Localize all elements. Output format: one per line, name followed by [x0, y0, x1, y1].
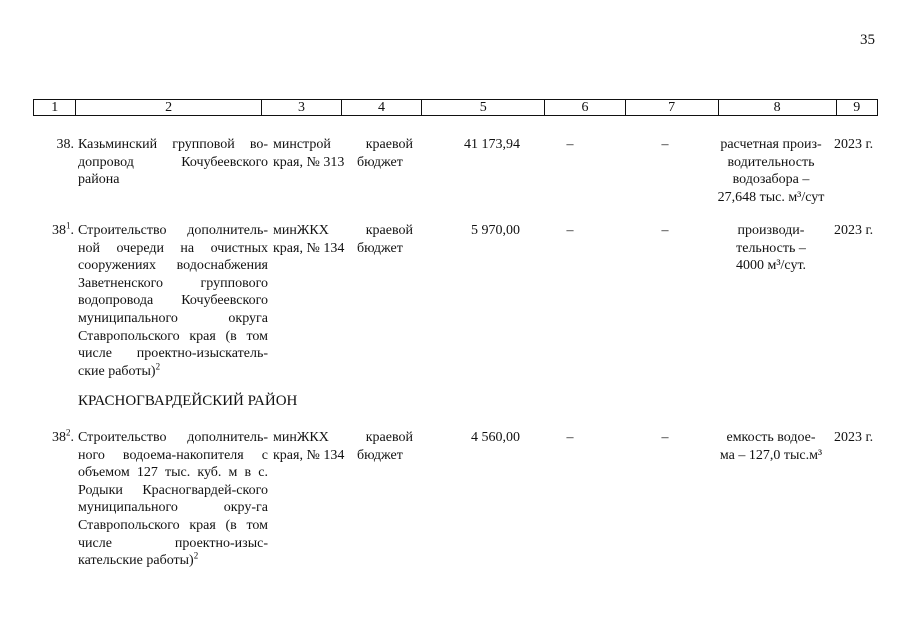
header-col-2: 2 — [76, 100, 262, 115]
header-col-4: 4 — [342, 100, 422, 115]
row-funding-line-2: бюджет — [357, 447, 403, 463]
row-number-main: 38 — [52, 223, 66, 238]
header-col-9: 9 — [853, 100, 861, 115]
header-col-7: 7 — [626, 100, 719, 115]
header-col-1: 1 — [34, 100, 76, 115]
row-amount: 4 560,00 — [471, 430, 520, 445]
row-funding — [357, 429, 413, 464]
row-number-sup: 2 — [66, 427, 71, 438]
row-capacity-line-2: тельность – — [736, 240, 806, 256]
header-col-8: 8 — [719, 100, 837, 115]
row-document-line-2: края, № 313 — [273, 154, 345, 170]
row-object-name — [78, 429, 268, 570]
row-capacity — [708, 429, 834, 464]
row-number — [38, 429, 74, 447]
row-year: 2023 г. — [834, 223, 874, 238]
row-amount: 5 970,00 — [471, 223, 520, 238]
row-funding-line-1: краевой — [365, 137, 413, 152]
row-number-main: 38 — [52, 430, 66, 445]
row-capacity-line-2: ма – 127,0 тыс.м³ — [719, 447, 823, 463]
row-col6: – — [566, 137, 574, 152]
row-number-sup: 1 — [66, 220, 71, 231]
row-document-line-2: края, № 134 — [273, 240, 345, 256]
row-document — [273, 222, 353, 257]
row-year: 2023 г. — [834, 137, 874, 152]
row-capacity-line-3: водозабора – — [732, 172, 810, 188]
row-funding-line-2: бюджет — [357, 240, 403, 256]
row-object-name-text: Строительство дополнитель-ной очереди на очистных сооружениях водоснабжения Заветненского группового водопровода Кочубеевского муниципального округа Ставропольского края (в том числе проектно-изыскатель-ские работы) — [78, 223, 268, 379]
row-capacity — [708, 136, 834, 206]
row-funding — [357, 222, 413, 257]
row-document-line-1: минстрой — [273, 137, 331, 152]
row-capacity-line-3: 4000 м³/сут. — [735, 258, 807, 274]
row-object-name-footnote: 2 — [155, 361, 161, 372]
row-year: 2023 г. — [834, 430, 874, 445]
row-object-name: Казьминский групповой во-допровод Кочубеевского района — [78, 137, 268, 188]
row-number: 38. — [56, 137, 74, 152]
row-col6: – — [566, 430, 574, 445]
table-header — [33, 99, 878, 116]
row-capacity-line-4: 27,648 тыс. м³/сут — [717, 189, 825, 205]
row-funding-line-2: бюджет — [357, 154, 403, 170]
row-funding-line-1: краевой — [365, 430, 413, 445]
row-funding-line-1: краевой — [365, 223, 413, 238]
row-capacity-line-1: расчетная произ- — [720, 137, 822, 152]
row-number-tail: . — [70, 223, 74, 238]
header-col-5: 5 — [422, 100, 545, 115]
row-document-line-1: минЖКХ — [273, 430, 329, 445]
row-col6: – — [566, 223, 574, 238]
row-col7: – — [661, 137, 669, 152]
row-col7: – — [661, 223, 669, 238]
row-document — [273, 136, 353, 171]
row-capacity-line-1: емкость водое- — [726, 430, 816, 445]
row-col7: – — [661, 430, 669, 445]
row-capacity-line-2: водительность — [727, 154, 815, 170]
row-number-tail: . — [70, 430, 74, 445]
row-document-line-1: минЖКХ — [273, 223, 329, 238]
section-title: КРАСНОГВАРДЕЙСКИЙ РАЙОН — [78, 393, 298, 409]
header-col-6: 6 — [545, 100, 625, 115]
row-object-name-text: Строительство дополнитель-ного водоема-накопителя с объемом 127 тыс. куб. м в с. Родыки Красногвардей-ского муниципального окру-га Ставропольского края (в том числе проектно-изыс-кательские работы) — [78, 430, 268, 569]
row-number — [38, 222, 74, 240]
header-col-3: 3 — [262, 100, 342, 115]
row-document-line-2: края, № 134 — [273, 447, 345, 463]
row-object-name-footnote: 2 — [193, 550, 199, 561]
row-amount: 41 173,94 — [464, 137, 520, 152]
page-number: 35 — [860, 32, 875, 48]
row-document — [273, 429, 353, 464]
row-funding — [357, 136, 413, 171]
row-object-name — [78, 222, 268, 380]
row-capacity — [708, 222, 834, 275]
row-capacity-line-1: производи- — [737, 223, 805, 238]
